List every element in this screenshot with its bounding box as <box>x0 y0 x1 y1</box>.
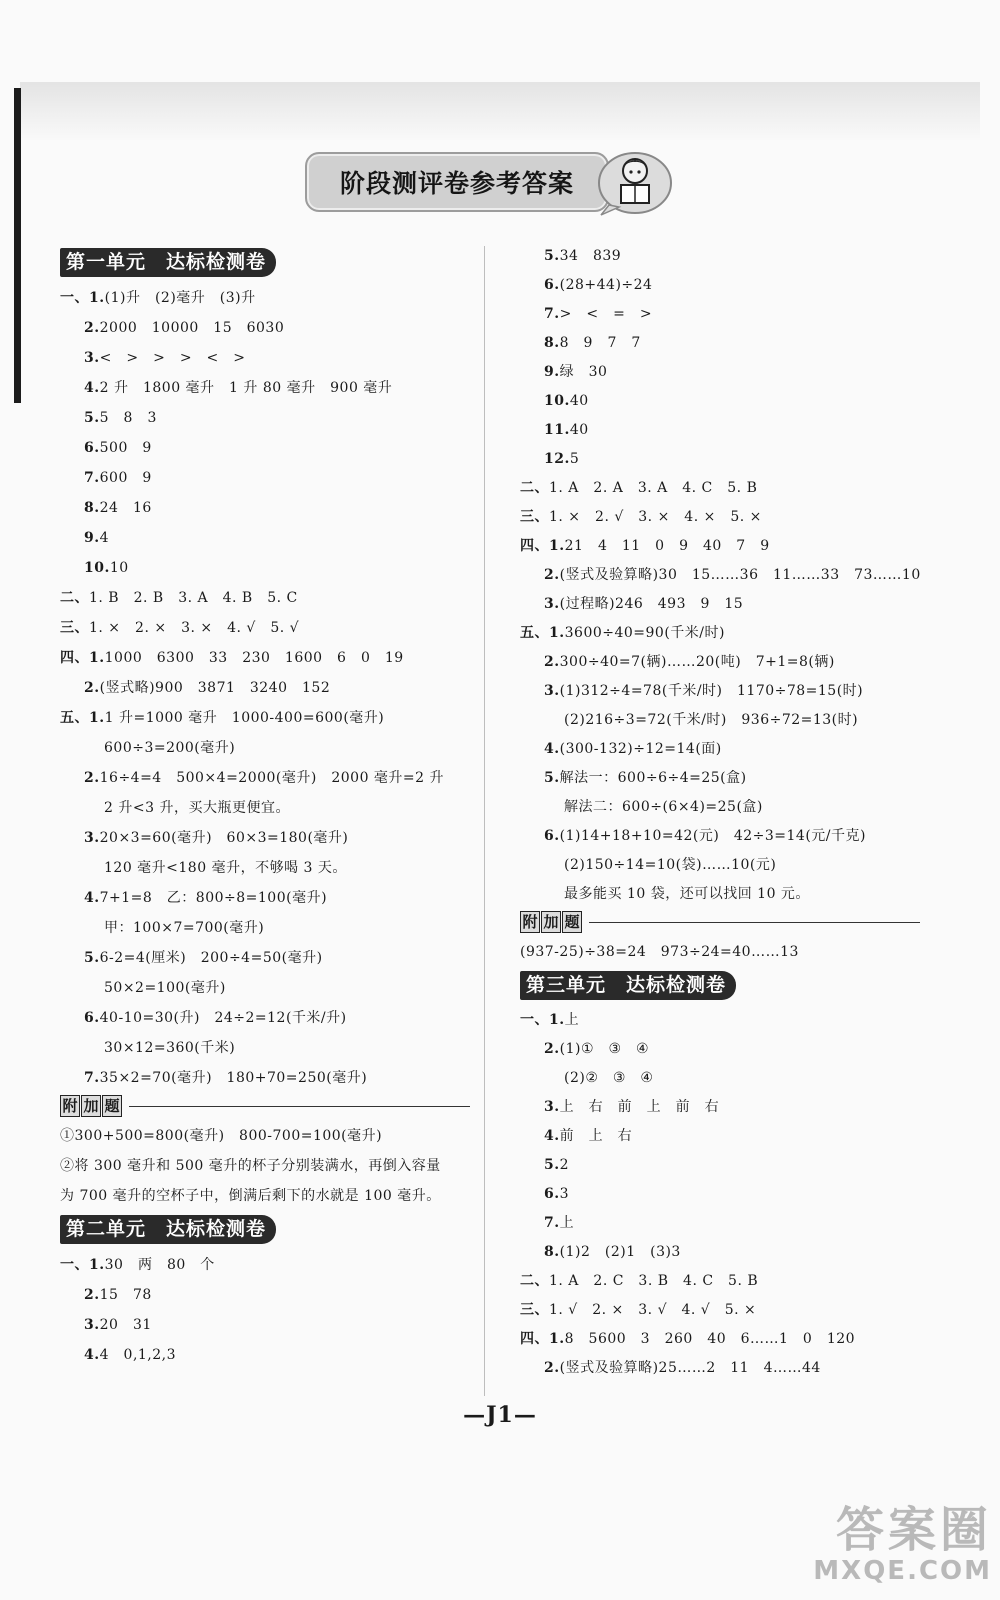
bonus-char: 加 <box>81 1095 101 1117</box>
question-number: 3. <box>84 1317 100 1333</box>
answer-line <box>520 1238 920 1267</box>
answer-line <box>520 561 920 590</box>
answer-line <box>60 1003 470 1033</box>
answer-text: 600÷3=200(毫升) <box>104 740 236 756</box>
answer-text: 6-2=4(厘米) 200÷4=50(毫升) <box>99 950 323 966</box>
answer-text: 15 78 <box>99 1287 152 1303</box>
answer-line <box>520 416 920 445</box>
answer-line <box>60 283 470 313</box>
question-section-number: 五、 <box>520 625 549 641</box>
answer-text: (1)2 (2)1 (3)3 <box>559 1244 681 1260</box>
answer-line <box>520 271 920 300</box>
question-number: 4. <box>544 1128 560 1144</box>
bonus-answer-line: 为 700 毫升的空杯子中，倒满后剩下的水就是 100 毫升。 <box>60 1188 441 1204</box>
answer-line <box>60 643 470 673</box>
answer-line <box>60 733 470 763</box>
answer-line <box>520 822 920 851</box>
bonus-rule <box>129 1106 470 1107</box>
answer-line <box>60 493 470 523</box>
answer-text: 最多能买 10 袋，还可以找回 10 元。 <box>564 886 810 902</box>
question-number: 11. <box>544 422 570 438</box>
answer-line <box>520 590 920 619</box>
scan-smudge <box>20 82 980 142</box>
answer-text: 1. A 2. C 3. B 4. C 5. B <box>549 1273 759 1289</box>
question-number: 7. <box>544 306 560 322</box>
page-number: —J1— <box>463 1402 537 1428</box>
right-column <box>520 242 920 1383</box>
question-section-number: 四、 <box>520 1331 549 1347</box>
answer-text: 7+1=8 乙：800÷8=100(毫升) <box>99 890 328 906</box>
reading-child-icon <box>595 145 675 217</box>
unit1-answers <box>60 283 470 1093</box>
question-number: 5. <box>84 950 100 966</box>
question-number: 10. <box>84 560 110 576</box>
answer-line <box>520 735 920 764</box>
answer-line <box>520 1180 920 1209</box>
bonus-char: 题 <box>562 911 582 933</box>
answer-line <box>520 1325 920 1354</box>
answer-text: 1. B 2. B 3. A 4. B 5. C <box>89 590 298 606</box>
question-number: 8. <box>544 1244 560 1260</box>
answer-line <box>60 1250 470 1280</box>
question-number: 1. <box>89 710 105 726</box>
question-number: 8. <box>84 500 100 516</box>
section-header-unit1 <box>60 248 276 277</box>
answer-text: 甲：100×7=700(毫升) <box>104 920 265 936</box>
answer-line <box>520 648 920 677</box>
answer-text: 34 839 <box>559 248 622 264</box>
answer-text: 绿 30 <box>559 364 608 380</box>
answer-text: 1 升=1000 毫升 1000-400=600(毫升) <box>104 710 385 726</box>
answer-text: 1. × 2. √ 3. × 4. × 5. × <box>549 509 762 525</box>
answer-line <box>60 763 470 793</box>
bonus-answer-line: ②将 300 毫升和 500 毫升的杯子分别装满水，再倒入容量 <box>60 1158 441 1174</box>
question-number: 2. <box>84 320 100 336</box>
answer-text: 2 升 1800 毫升 1 升 80 毫升 900 毫升 <box>99 380 393 396</box>
answer-text: (竖式及验算略)30 15……36 11……33 73……10 <box>559 567 921 583</box>
question-section-number: 一、 <box>60 290 89 306</box>
answer-line <box>520 474 920 503</box>
bonus-answer-line: (937-25)÷38=24 973÷24=40……13 <box>520 944 799 960</box>
answer-line <box>520 358 920 387</box>
answer-text: 40-10=30(升) 24÷2=12(千米/升) <box>99 1010 347 1026</box>
answer-line <box>520 880 920 909</box>
question-number: 1. <box>549 1331 565 1347</box>
answer-line <box>60 463 470 493</box>
answer-text: 30 两 80 个 <box>104 1257 215 1273</box>
question-section-number: 三、 <box>520 1302 549 1318</box>
answer-line <box>60 433 470 463</box>
answer-text: 1. × 2. × 3. × 4. √ 5. √ <box>89 620 300 636</box>
answer-text: (1)升 (2)毫升 (3)升 <box>104 290 256 306</box>
answer-text: (2)216÷3=72(千米/时) 936÷72=13(时) <box>564 712 859 728</box>
answer-line <box>60 973 470 1003</box>
question-number: 1. <box>549 1012 565 1028</box>
answer-line <box>520 242 920 271</box>
answer-text: > < = > <box>559 306 653 322</box>
bonus-char: 附 <box>520 911 540 933</box>
bonus-rule <box>589 922 920 923</box>
page-title: 阶段测评卷参考答案 <box>339 169 574 198</box>
unit-label: 第二单元 <box>66 1218 147 1240</box>
answer-text: 21 4 11 0 9 40 7 9 <box>564 538 770 554</box>
answer-line <box>520 677 920 706</box>
answer-line <box>520 300 920 329</box>
answer-text: (竖式略)900 3871 3240 152 <box>99 680 331 696</box>
answer-line <box>60 1280 470 1310</box>
watermark-url: MXQE.COM <box>813 1556 992 1586</box>
answer-text: 35×2=70(毫升) 180+70=250(毫升) <box>99 1070 368 1086</box>
section-header-unit3 <box>520 971 736 1000</box>
answer-text: 8 5600 3 260 40 6……1 0 120 <box>564 1331 856 1347</box>
answer-line <box>60 373 470 403</box>
answer-text: 1. √ 2. × 3. √ 4. √ 5. × <box>549 1302 757 1318</box>
unit2-answers <box>60 1250 470 1370</box>
question-number: 6. <box>84 440 100 456</box>
question-number: 2. <box>544 654 560 670</box>
answer-text: 上 <box>559 1215 575 1231</box>
answer-line <box>60 583 470 613</box>
question-number: 5. <box>544 1157 560 1173</box>
answer-text: (竖式及验算略)25……2 11 4……44 <box>559 1360 821 1376</box>
answer-text: (2)② ③ ④ <box>564 1070 654 1086</box>
question-number: 3. <box>544 1099 560 1115</box>
answer-text: (2)150÷14=10(袋)……10(元) <box>564 857 777 873</box>
question-section-number: 三、 <box>60 620 89 636</box>
answer-line <box>60 883 470 913</box>
answer-line <box>60 1063 470 1093</box>
answer-line <box>520 445 920 474</box>
answer-line <box>60 943 470 973</box>
question-number: 4. <box>84 1347 100 1363</box>
answer-text: 上 右 前 上 前 右 <box>559 1099 720 1115</box>
question-number: 4. <box>84 380 100 396</box>
answer-line <box>520 1296 920 1325</box>
answer-text: 5 8 3 <box>99 410 157 426</box>
question-number: 2. <box>544 567 560 583</box>
answer-line <box>520 1064 920 1093</box>
question-section-number: 一、 <box>60 1257 89 1273</box>
watermark-text: 答案圈 <box>835 1502 992 1558</box>
answer-line <box>520 1093 920 1122</box>
question-section-number: 三、 <box>520 509 549 525</box>
question-number: 1. <box>549 625 565 641</box>
question-number: 3. <box>544 596 560 612</box>
question-section-number: 二、 <box>520 1273 549 1289</box>
bonus-char: 加 <box>541 911 561 933</box>
answer-text: 解法二：600÷(6×4)=25(盒) <box>564 799 763 815</box>
answer-line <box>60 523 470 553</box>
answer-line <box>60 853 470 883</box>
answer-line <box>60 1033 470 1063</box>
column-divider <box>484 246 485 1396</box>
answer-line <box>60 403 470 433</box>
answer-text: 20 31 <box>99 1317 152 1333</box>
answer-text: 2 升<3 升，买大瓶更便宜。 <box>104 800 290 816</box>
answer-line <box>60 913 470 943</box>
answer-text: 20×3=60(毫升) 60×3=180(毫升) <box>99 830 349 846</box>
answer-text: 40 <box>569 422 589 438</box>
question-number: 1. <box>89 650 105 666</box>
answer-text: < > > > < > <box>99 350 246 366</box>
question-number: 4. <box>544 741 560 757</box>
answer-line <box>520 706 920 735</box>
answer-line <box>60 673 470 703</box>
question-number: 2. <box>544 1041 560 1057</box>
answer-text: (300-132)÷12=14(面) <box>559 741 722 757</box>
answer-text: 3600÷40=90(千米/时) <box>564 625 725 641</box>
answer-text: 3 <box>559 1186 570 1202</box>
answer-line <box>60 793 470 823</box>
answer-line <box>60 613 470 643</box>
answer-text: 600 9 <box>99 470 152 486</box>
question-section-number: 一、 <box>520 1012 549 1028</box>
question-number: 5. <box>544 248 560 264</box>
unit3-answers <box>520 1006 920 1383</box>
question-number: 3. <box>544 683 560 699</box>
answer-line <box>520 1006 920 1035</box>
question-number: 5. <box>544 770 560 786</box>
question-number: 1. <box>89 1257 105 1273</box>
unit2-answers-continued <box>520 242 920 909</box>
answer-text: 40 <box>569 393 589 409</box>
watermark-logo <box>772 1504 992 1594</box>
answer-text: 16÷4=4 500×4=2000(毫升) 2000 毫升=2 升 <box>99 770 445 786</box>
question-number: 2. <box>84 680 100 696</box>
title-banner <box>305 152 609 212</box>
question-section-number: 二、 <box>60 590 89 606</box>
question-number: 7. <box>84 1070 100 1086</box>
answer-line <box>60 553 470 583</box>
question-number: 8. <box>544 335 560 351</box>
answer-line <box>60 823 470 853</box>
question-number: 7. <box>84 470 100 486</box>
answer-text: 10 <box>109 560 129 576</box>
answer-text: (1)14+18+10=42(元) 42÷3=14(元/千克) <box>559 828 866 844</box>
left-column <box>60 248 470 1370</box>
answer-line <box>60 313 470 343</box>
answer-text: 前 上 右 <box>559 1128 633 1144</box>
answer-line <box>520 1122 920 1151</box>
question-number: 4. <box>84 890 100 906</box>
question-number: 12. <box>544 451 570 467</box>
answer-line <box>520 851 920 880</box>
answer-text: 2 <box>559 1157 570 1173</box>
answer-text: 2000 10000 15 6030 <box>99 320 285 336</box>
unit-label: 第一单元 <box>66 251 147 273</box>
answer-text: 4 <box>99 530 110 546</box>
answer-text: 500 9 <box>99 440 152 456</box>
question-number: 7. <box>544 1215 560 1231</box>
question-number: 6. <box>544 277 560 293</box>
answer-text: 8 9 7 7 <box>559 335 641 351</box>
answer-text: 300÷40=7(辆)……20(吨) 7+1=8(辆) <box>559 654 835 670</box>
question-number: 3. <box>84 350 100 366</box>
test-label: 达标检测卷 <box>166 251 267 273</box>
bonus-char: 附 <box>60 1095 80 1117</box>
answer-text: 50×2=100(毫升) <box>104 980 226 996</box>
answer-text: 120 毫升<180 毫升，不够喝 3 天。 <box>104 860 347 876</box>
section-header-unit2 <box>60 1215 276 1244</box>
answer-line <box>520 619 920 648</box>
answer-line <box>520 503 920 532</box>
answer-text: 上 <box>564 1012 580 1028</box>
bonus-char: 题 <box>102 1095 122 1117</box>
answer-line <box>520 1209 920 1238</box>
question-number: 1. <box>89 290 105 306</box>
question-number: 2. <box>84 1287 100 1303</box>
question-number: 5. <box>84 410 100 426</box>
answer-line <box>60 343 470 373</box>
answer-text: 30×12=360(千米) <box>104 1040 236 1056</box>
question-number: 3. <box>84 830 100 846</box>
question-number: 10. <box>544 393 570 409</box>
bonus-header-2 <box>520 911 920 933</box>
question-section-number: 二、 <box>520 480 549 496</box>
unit-label: 第三单元 <box>526 974 607 996</box>
answer-text: 1. A 2. A 3. A 4. C 5. B <box>549 480 758 496</box>
answer-text: (过程略)246 493 9 15 <box>559 596 744 612</box>
answer-text: 解法一：600÷6÷4=25(盒) <box>559 770 747 786</box>
answer-text: 4 0,1,2,3 <box>99 1347 177 1363</box>
answer-line <box>60 703 470 733</box>
question-number: 9. <box>84 530 100 546</box>
answer-text: 5 <box>569 451 580 467</box>
answer-line <box>520 764 920 793</box>
answer-line <box>520 329 920 358</box>
question-number: 1. <box>549 538 565 554</box>
question-section-number: 五、 <box>60 710 89 726</box>
answer-line <box>520 532 920 561</box>
binding-edge <box>14 88 21 403</box>
answer-line <box>520 1354 920 1383</box>
answer-text: (28+44)÷24 <box>559 277 653 293</box>
answer-line <box>520 387 920 416</box>
answer-line <box>520 1151 920 1180</box>
question-number: 6. <box>84 1010 100 1026</box>
answer-text: (1)312÷4=78(千米/时) 1170÷78=15(时) <box>559 683 864 699</box>
answer-line <box>520 793 920 822</box>
bonus-header-1 <box>60 1095 470 1117</box>
bonus-answer-line: ①300+500=800(毫升) 800-700=100(毫升) <box>60 1128 383 1144</box>
answer-text: 1000 6300 33 230 1600 6 0 19 <box>104 650 404 666</box>
question-section-number: 四、 <box>60 650 89 666</box>
test-label: 达标检测卷 <box>626 974 727 996</box>
answer-line <box>60 1340 470 1370</box>
answer-line <box>520 1035 920 1064</box>
answer-line <box>60 1310 470 1340</box>
question-number: 2. <box>544 1360 560 1376</box>
question-number: 2. <box>84 770 100 786</box>
test-label: 达标检测卷 <box>166 1218 267 1240</box>
question-section-number: 四、 <box>520 538 549 554</box>
question-number: 6. <box>544 828 560 844</box>
question-number: 9. <box>544 364 560 380</box>
answer-text: 24 16 <box>99 500 152 516</box>
answer-text: (1)① ③ ④ <box>559 1041 650 1057</box>
question-number: 6. <box>544 1186 560 1202</box>
answer-line <box>520 1267 920 1296</box>
